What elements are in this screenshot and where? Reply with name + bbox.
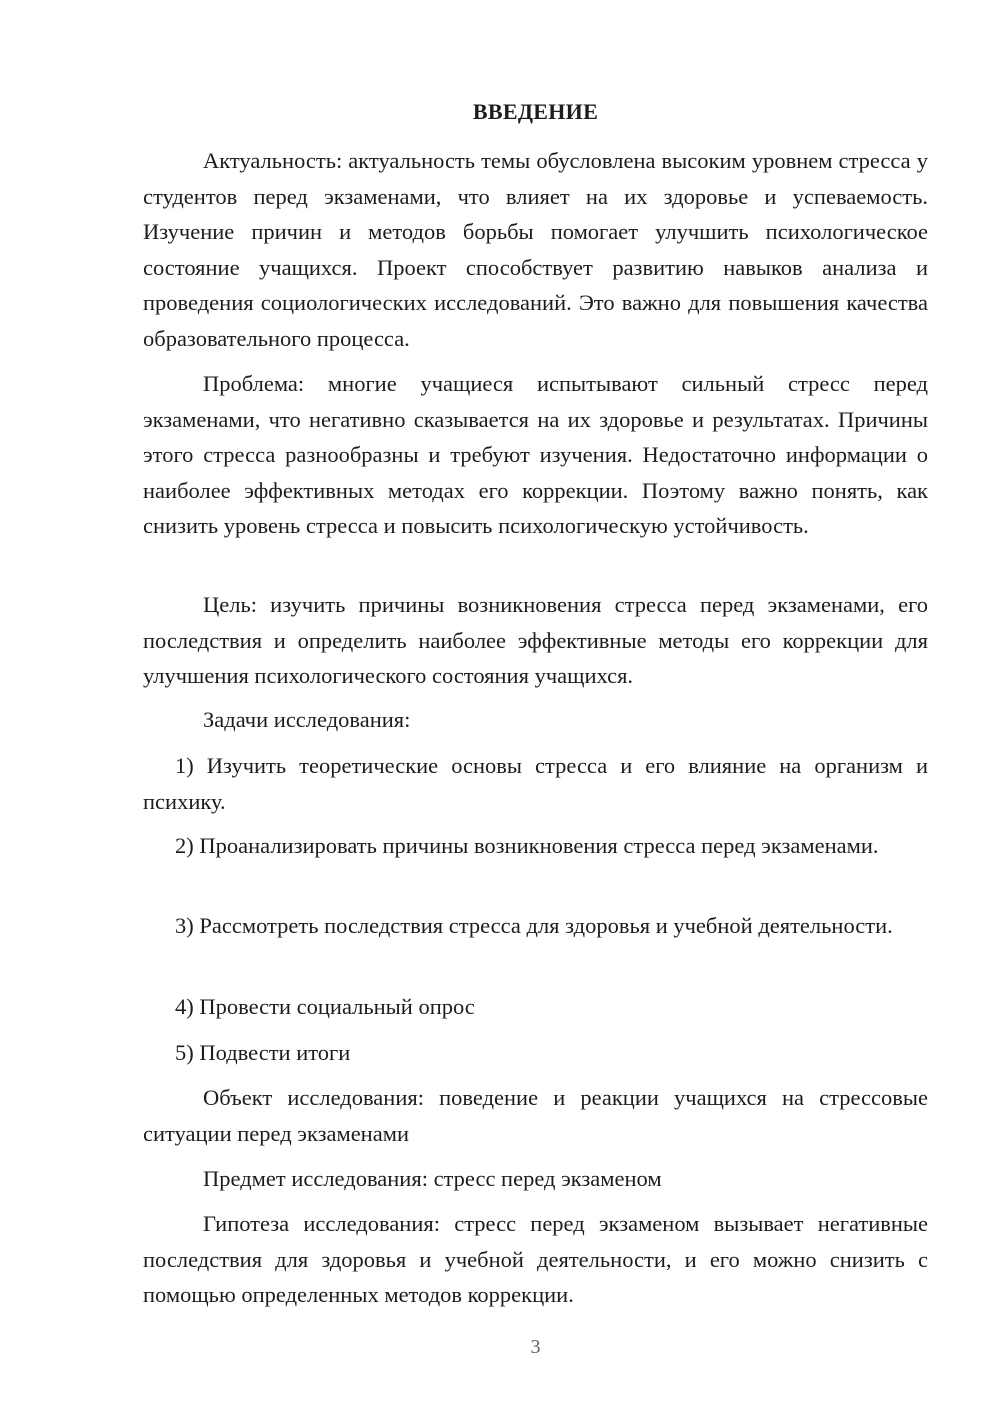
task-item-1: 1) Изучить теоретические основы стресса и его влияние на организм и психику. bbox=[143, 753, 928, 814]
paragraph-goal: Цель: изучить причины возникновения стресса перед экзаменами, его последствия и определить наиболее эффективные методы его коррекции для улучшения психологического состояния учащихся. bbox=[143, 592, 928, 688]
task-item-5: 5) Подвести итоги bbox=[175, 1040, 351, 1065]
page-number: 3 bbox=[530, 1336, 541, 1358]
paragraph-tasks-heading: Задачи исследования: bbox=[203, 707, 411, 732]
section-title: ВВЕДЕНИЕ bbox=[472, 99, 599, 124]
task-item-4: 4) Провести социальный опрос bbox=[175, 994, 475, 1019]
paragraph-problem: Проблема: многие учащиеся испытывают сильный стресс перед экзаменами, что негативно сказывается на их здоровье и результатах. Причины этого стресса разнообразны и требуют изучения. Недостаточно информации о наиболее эффективных методах его коррекции. Поэтому важно понять, как снизить уровень стресса и повысить психологическую устойчивость. bbox=[143, 371, 928, 538]
task-item-2: 2) Проанализировать причины возникновения стресса перед экзаменами. bbox=[175, 833, 879, 858]
paragraph-subject: Предмет исследования: стресс перед экзаменом bbox=[203, 1166, 662, 1191]
paragraph-object: Объект исследования: поведение и реакции учащихся на стрессовые ситуации перед экзаменами bbox=[143, 1085, 928, 1146]
paragraph-hypothesis: Гипотеза исследования: стресс перед экзаменом вызывает негативные последствия для здоровья и учебной деятельности, и его можно снизить с помощью определенных методов коррекции. bbox=[143, 1211, 928, 1307]
task-item-3: 3) Рассмотреть последствия стресса для здоровья и учебной деятельности. bbox=[175, 913, 893, 938]
paragraph-relevance: Актуальность: актуальность темы обусловлена высоким уровнем стресса у студентов перед экзаменами, что влияет на их здоровье и успеваемость. Изучение причин и методов борьбы помогает улучшить психологическое состояние учащихся. Проект способствует развитию навыков анализа и проведения социологических исследований. Это важно для повышения качества образовательного процесса. bbox=[143, 148, 928, 351]
